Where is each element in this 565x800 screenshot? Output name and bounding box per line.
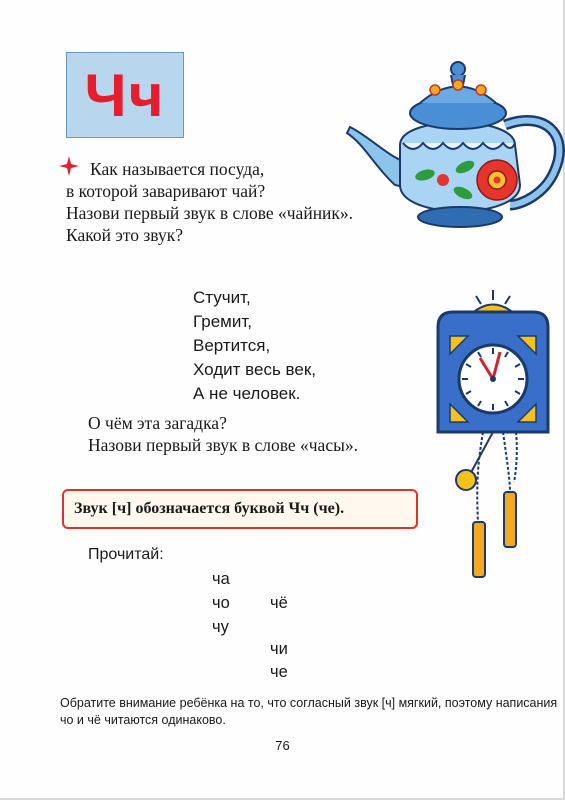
syllable: чи [270, 640, 288, 658]
rule-box [62, 489, 418, 529]
syllable: чо [212, 594, 230, 612]
riddle-line: А не человек. [193, 384, 301, 403]
riddle-line: Гремит, [193, 312, 252, 331]
rule-text: Звук [ч] обозначается буквой Чч (че). [74, 500, 345, 517]
read-label: Прочитай: [88, 546, 164, 563]
question-1-line: в которой заваривают чай? [66, 181, 266, 201]
syllable: че [270, 663, 288, 681]
question-1 [66, 158, 353, 246]
riddle-line: Вертится, [193, 336, 271, 355]
question-1-line: Назови первый звук в слове «чайник». [66, 203, 354, 223]
teacher-note: Обратите внимание ребёнка на то, что согласный звук [ч] мягкий, поэтому написания чо и чё читаются одинаково. [60, 696, 558, 727]
riddle-line: Стучит, [193, 288, 251, 307]
page-number: 76 [275, 738, 290, 753]
teapot-illustration [345, 55, 565, 235]
question-1-line: Как называется посуда, [90, 159, 265, 179]
question-2-line: Назови первый звук в слове «часы». [88, 435, 358, 455]
syllable: чё [270, 594, 288, 612]
question-2-line: О чём эта загадка? [88, 413, 227, 433]
cuckoo-clock-illustration [428, 282, 563, 582]
letter-card [66, 52, 184, 138]
syllable: ча [212, 570, 230, 588]
riddle-line: Ходит весь век, [193, 360, 316, 379]
syllable: чу [212, 618, 229, 636]
letter-title: Чч [84, 61, 166, 129]
question-2 [88, 412, 358, 456]
question-1-line: Какой это звук? [66, 225, 183, 245]
riddle-poem [193, 286, 316, 406]
